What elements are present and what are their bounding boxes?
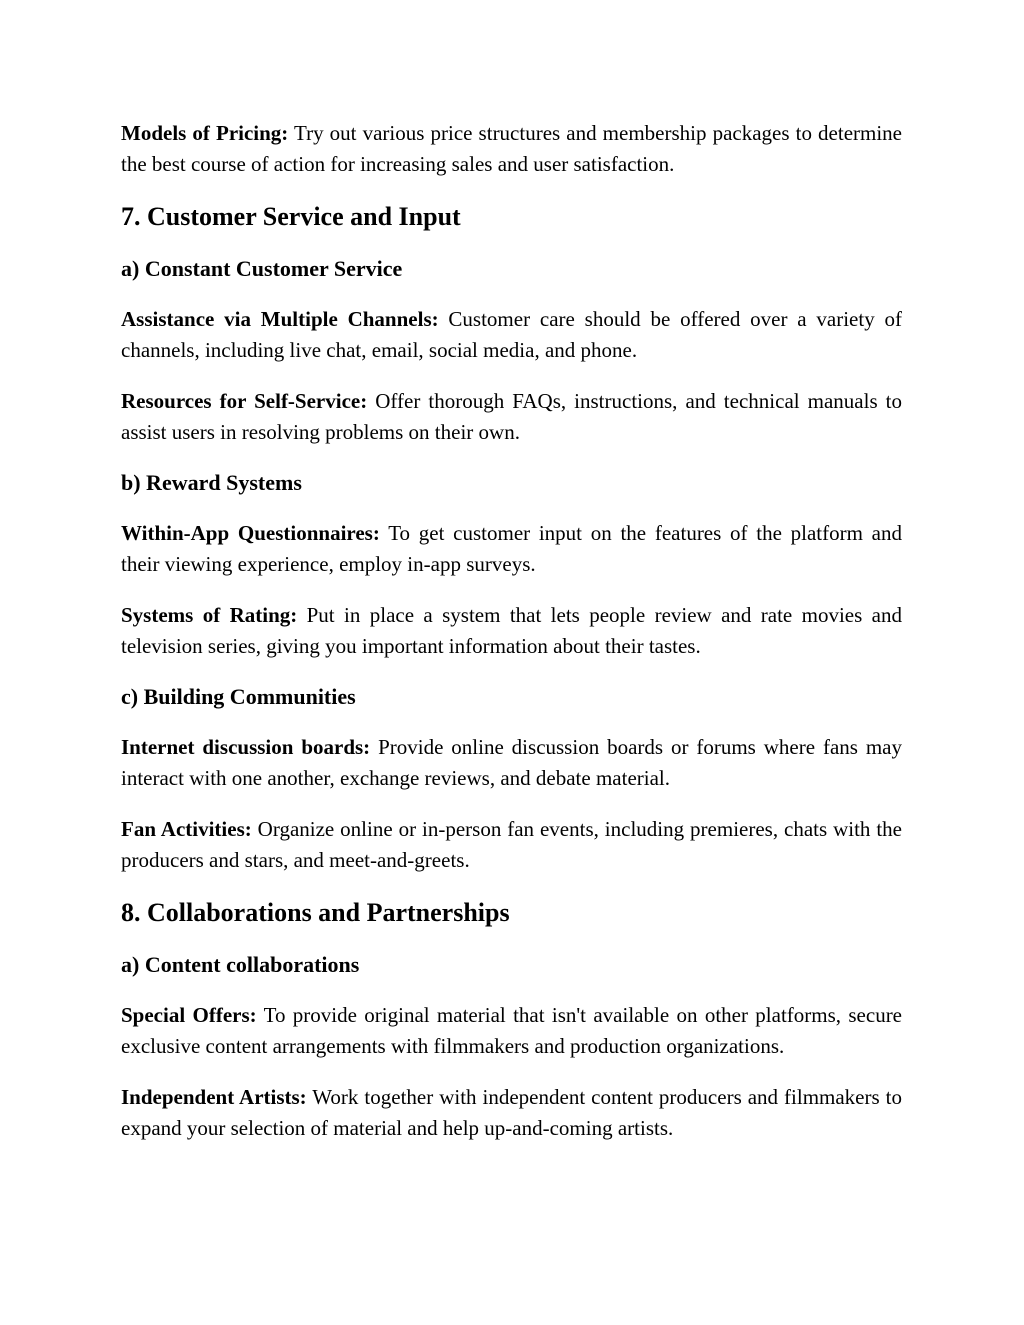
term-label: Within-App Questionnaires:: [121, 521, 380, 545]
paragraph-discussion-boards: [121, 732, 902, 794]
paragraph-text: Offer thorough FAQs, instructions, and technical manuals to assist users in resolving problems on their own.: [121, 389, 902, 444]
paragraph-text: Put in place a system that lets people review and rate movies and television series, giving you important information about their tastes.: [121, 603, 902, 658]
subsection-heading-building-communities: c) Building Communities: [121, 684, 356, 709]
paragraph-rating-systems: [121, 600, 902, 662]
term-label: Special Offers:: [121, 1003, 257, 1027]
paragraph-text: Customer care should be offered over a variety of channels, including live chat, email, social media, and phone.: [121, 307, 902, 362]
paragraph-text: Provide online discussion boards or forums where fans may interact with one another, exchange reviews, and debate material.: [121, 735, 902, 790]
term-label: Fan Activities:: [121, 817, 252, 841]
paragraph-self-service: [121, 386, 902, 448]
paragraph-text: To get customer input on the features of the platform and their viewing experience, employ in-app surveys.: [121, 521, 902, 576]
term-label: Internet discussion boards:: [121, 735, 371, 759]
section-heading-customer-service: 7. Customer Service and Input: [121, 202, 461, 231]
term-label: Resources for Self-Service:: [121, 389, 368, 413]
paragraph-special-offers: [121, 1000, 902, 1062]
paragraph-text: To provide original material that isn't available on other platforms, secure exclusive content arrangements with filmmakers and production organizations.: [121, 1003, 903, 1058]
document-page: [121, 118, 902, 1164]
paragraph-text: Work together with independent content producers and filmmakers to expand your selection of material and help up-and-coming artists.: [121, 1085, 902, 1140]
paragraph-text: Organize online or in-person fan events, including premieres, chats with the producers and stars, and meet-and-greets.: [121, 817, 903, 872]
term-label: Assistance via Multiple Channels:: [121, 307, 439, 331]
term-label: Systems of Rating:: [121, 603, 298, 627]
subsection-heading-reward-systems: b) Reward Systems: [121, 470, 302, 495]
term-label: Models of Pricing:: [121, 121, 289, 145]
paragraph-independent-artists: [121, 1082, 902, 1144]
paragraph-multiple-channels: [121, 304, 902, 366]
paragraph-fan-activities: [121, 814, 902, 876]
paragraph-models-of-pricing: [121, 118, 902, 180]
section-heading-collaborations: 8. Collaborations and Partnerships: [121, 898, 510, 927]
paragraph-in-app-questionnaires: [121, 518, 902, 580]
paragraph-text: Try out various price structures and membership packages to determine the best course of action for increasing sales and user satisfaction.: [121, 121, 902, 176]
subsection-heading-constant-service: a) Constant Customer Service: [121, 256, 403, 281]
subsection-heading-content-collaborations: a) Content collaborations: [121, 952, 360, 977]
term-label: Independent Artists:: [121, 1085, 307, 1109]
